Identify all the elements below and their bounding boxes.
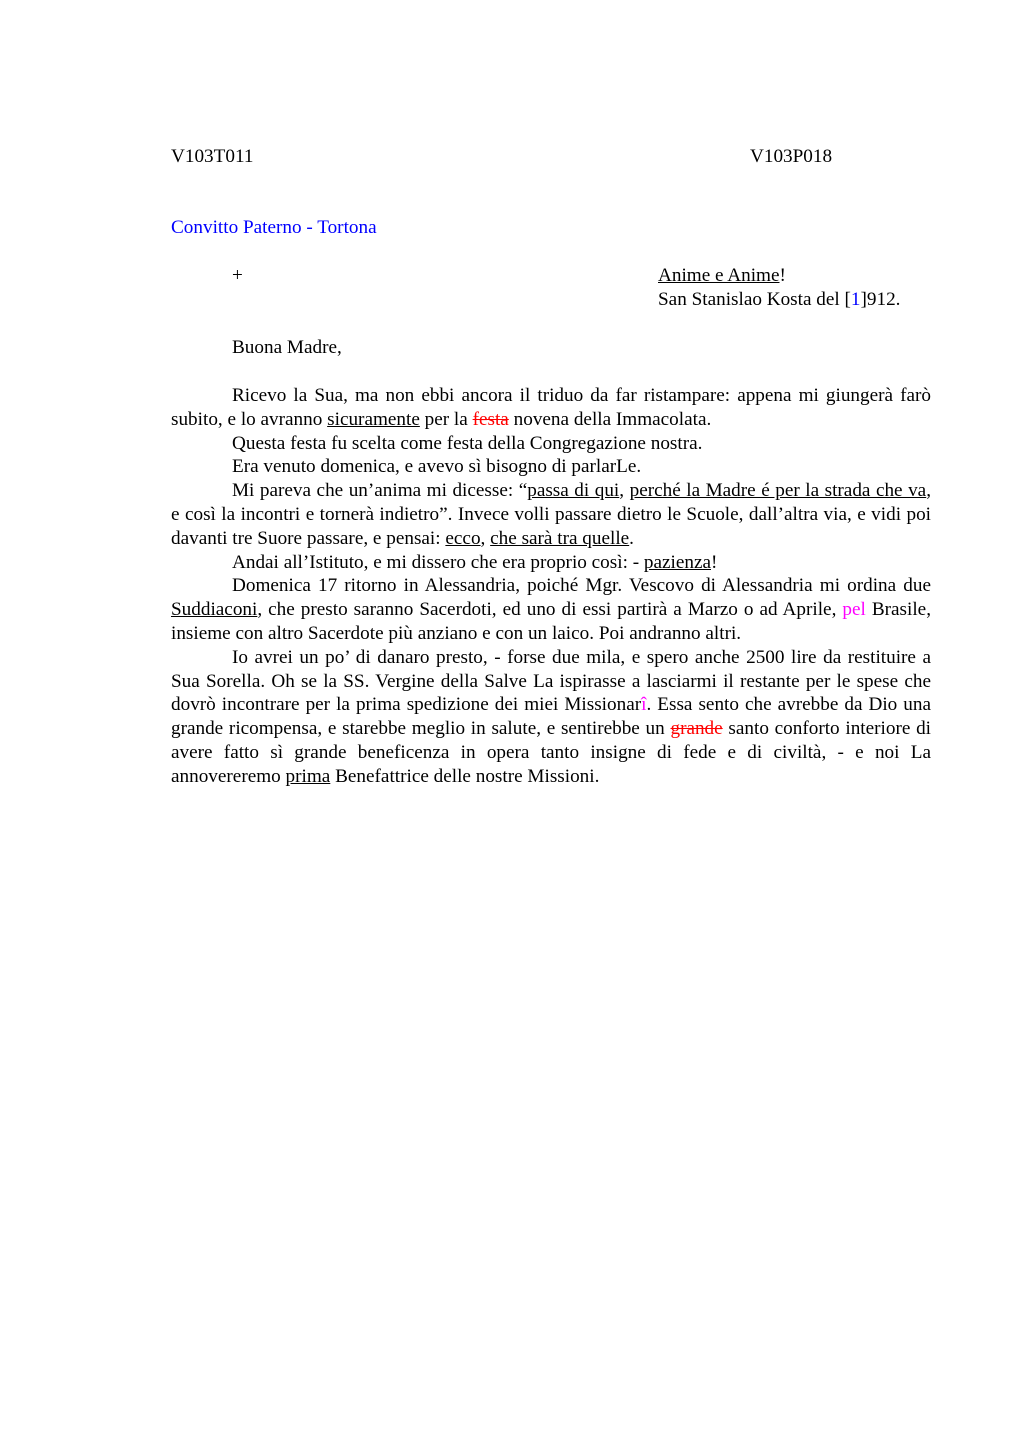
paragraph-2: Questa festa fu scelta come festa della Congregazione nostra. [232, 432, 703, 454]
place-heading: Convitto Paterno - Tortona [171, 217, 377, 238]
annotated-text: pel [842, 599, 866, 621]
motto [658, 265, 786, 287]
paragraph-7 [171, 646, 931, 789]
header-left-code: V103T011 [171, 146, 254, 167]
date-digit: 1 [850, 289, 861, 310]
paragraph-3: Era venuto domenica, e avevo sì bisogno di parlarLe. [232, 456, 642, 478]
underlined-text: perché la Madre é per la strada che va [629, 480, 927, 502]
deleted-text: grande [670, 718, 723, 740]
date-before: San Stanislao Kosta del [ [658, 289, 851, 310]
paragraph-5 [171, 551, 931, 575]
motto-text: Anime e Anime [658, 265, 780, 286]
text: per la [419, 408, 473, 430]
text: novena della Immacolata. [508, 408, 712, 430]
underlined-text: sicuramente [327, 408, 420, 430]
text: , e così la incontri e tornerà indietro”. Invece volli passare dietro le Scuole, dall’altra via, e vidi poi davanti tre Suore passare, e pensai: [171, 480, 931, 549]
salutation: Buona Madre, [232, 337, 342, 358]
underlined-text: ecco [445, 527, 481, 549]
date-line [658, 289, 900, 311]
text: Domenica 17 ritorno in Alessandria, poiché Mgr. Vescovo di Alessandria mi ordina due [232, 575, 931, 597]
paragraph-1 [171, 384, 931, 432]
text: , [480, 527, 491, 549]
deleted-text: festa [472, 408, 509, 430]
text: Io avrei un po’ di danaro presto, - forse due mila, e spero anche 2500 lire da restituire a Sua Sorella. Oh se la SS. Vergine della Salve La ispirasse a lasciarmi il restante per le spese che dovrò incontrare per la prima spedizione dei miei Missionar [171, 646, 931, 716]
text: Andai all’Istituto, e mi dissero che era proprio così: - [232, 551, 644, 573]
header-right-code: V103P018 [750, 146, 833, 167]
underlined-text: pazienza [643, 551, 711, 573]
underlined-text: Suddiaconi [171, 599, 258, 621]
text: . Essa sento che avrebbe da Dio una grande ricompensa, e starebbe meglio in salute, e sentirebbe un [171, 694, 931, 740]
paragraph-6 [171, 574, 931, 645]
text: Mi pareva che un’anima mi dicesse: “ [232, 480, 528, 502]
motto-punct: ! [779, 265, 786, 286]
underlined-text: che sarà tra quelle [490, 527, 630, 549]
date-after: ]912. [860, 289, 901, 310]
text: Brasile, insieme con altro Sacerdote più anziano e con un laico. Poi andranno altri. [171, 599, 931, 644]
cross-symbol: + [232, 265, 243, 286]
underlined-text: prima [285, 765, 331, 787]
text: santo conforto interiore di avere fatto sì grande beneficenza in opera tanto insigne di fede e di civiltà, - e noi La annovereremo [171, 718, 932, 787]
text: , [619, 480, 630, 502]
text: Ricevo la Sua, ma non ebbi ancora il triduo da far ristampare: appena mi giungerà farò subito, e lo avranno [171, 385, 931, 430]
text: . [629, 527, 634, 549]
underlined-text: passa di qui [527, 480, 620, 502]
text: Benefattrice delle nostre Missioni. [330, 765, 600, 787]
text: ! [711, 551, 718, 573]
letter-body [171, 384, 931, 789]
annotated-text: î [641, 694, 647, 716]
paragraph-4 [171, 479, 931, 550]
text: , che presto saranno Sacerdoti, ed uno di essi partirà a Marzo o ad Aprile, [257, 599, 843, 621]
